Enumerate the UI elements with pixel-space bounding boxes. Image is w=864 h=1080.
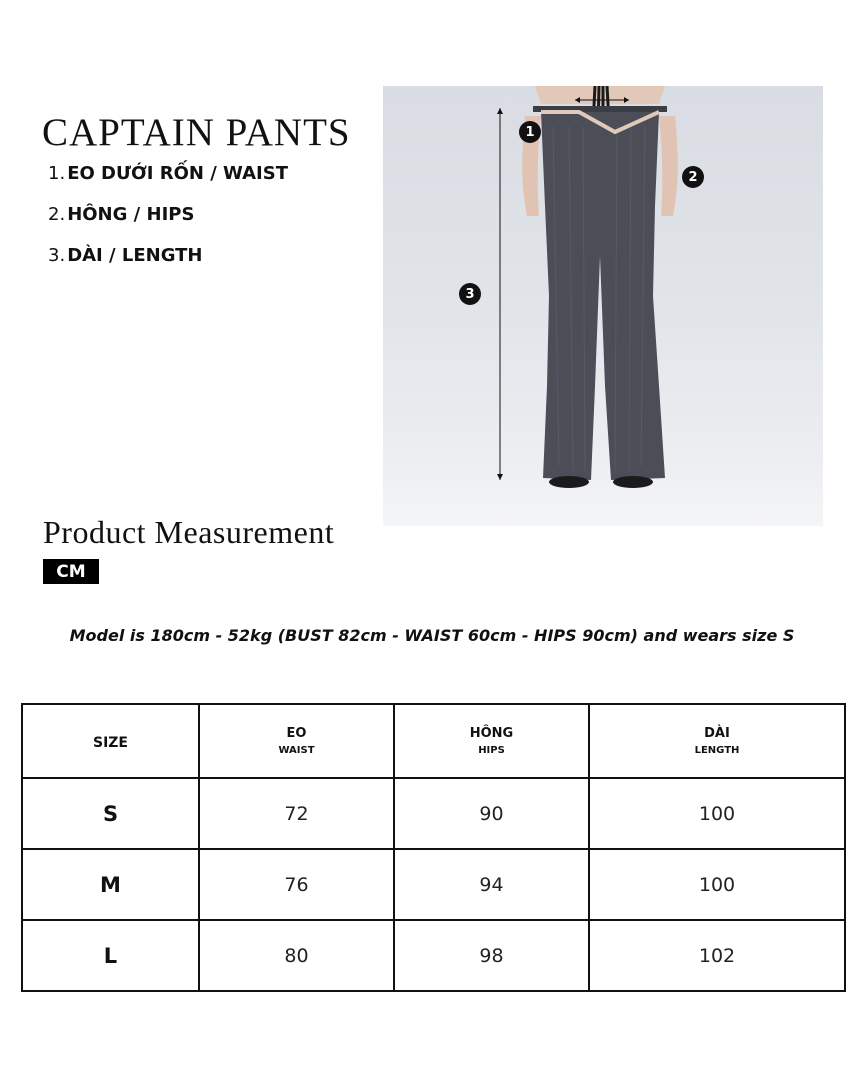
size-table bbox=[21, 703, 846, 992]
header-label: SIZE bbox=[92, 734, 128, 751]
waist-cell: 72 bbox=[199, 778, 394, 849]
table-row bbox=[22, 920, 845, 991]
hips-cell: 90 bbox=[394, 778, 589, 849]
measurement-label: HÔNG / HIPS bbox=[67, 204, 195, 225]
marker-3-badge: 3 bbox=[459, 283, 481, 305]
header-label: DÀI bbox=[704, 726, 730, 741]
length-cell: 100 bbox=[589, 849, 845, 920]
header-sublabel: LENGTH bbox=[694, 745, 740, 756]
page-title: CAPTAIN PANTS bbox=[42, 111, 351, 155]
measurement-item-hips bbox=[48, 204, 288, 245]
measurement-number: 1. bbox=[48, 163, 66, 184]
length-cell: 100 bbox=[589, 778, 845, 849]
table-header-row bbox=[22, 704, 845, 778]
measurement-number: 3. bbox=[48, 245, 66, 266]
measurement-list bbox=[48, 163, 288, 286]
waist-cell: 76 bbox=[199, 849, 394, 920]
size-cell: M bbox=[22, 849, 199, 920]
hips-cell: 98 bbox=[394, 920, 589, 991]
marker-2-badge: 2 bbox=[682, 166, 704, 188]
measurement-label: DÀI / LENGTH bbox=[67, 245, 203, 266]
measurement-label: EO DƯỚI RỐN / WAIST bbox=[67, 163, 288, 184]
measurement-item-length bbox=[48, 245, 288, 286]
hips-cell: 94 bbox=[394, 849, 589, 920]
measurement-number: 2. bbox=[48, 204, 66, 225]
measurement-item-waist bbox=[48, 163, 288, 204]
header-hips bbox=[394, 704, 589, 778]
table-row bbox=[22, 849, 845, 920]
header-label: EO bbox=[286, 726, 307, 741]
header-sublabel: WAIST bbox=[278, 745, 315, 756]
marker-1-badge: 1 bbox=[519, 121, 541, 143]
header-size bbox=[22, 704, 199, 778]
size-cell: L bbox=[22, 920, 199, 991]
model-info: Model is 180cm - 52kg (BUST 82cm - WAIST 60cm - HIPS 90cm) and wears size S bbox=[69, 626, 795, 645]
length-cell: 102 bbox=[589, 920, 845, 991]
section-title: Product Measurement bbox=[43, 514, 335, 550]
unit-badge: CM bbox=[43, 559, 99, 584]
header-waist bbox=[199, 704, 394, 778]
size-cell: S bbox=[22, 778, 199, 849]
header-sublabel: HIPS bbox=[478, 745, 505, 756]
header-label: HÔNG bbox=[469, 726, 514, 741]
table-row bbox=[22, 778, 845, 849]
product-photo bbox=[383, 86, 823, 526]
pants-illustration bbox=[383, 86, 823, 526]
waist-cell: 80 bbox=[199, 920, 394, 991]
header-length bbox=[589, 704, 845, 778]
